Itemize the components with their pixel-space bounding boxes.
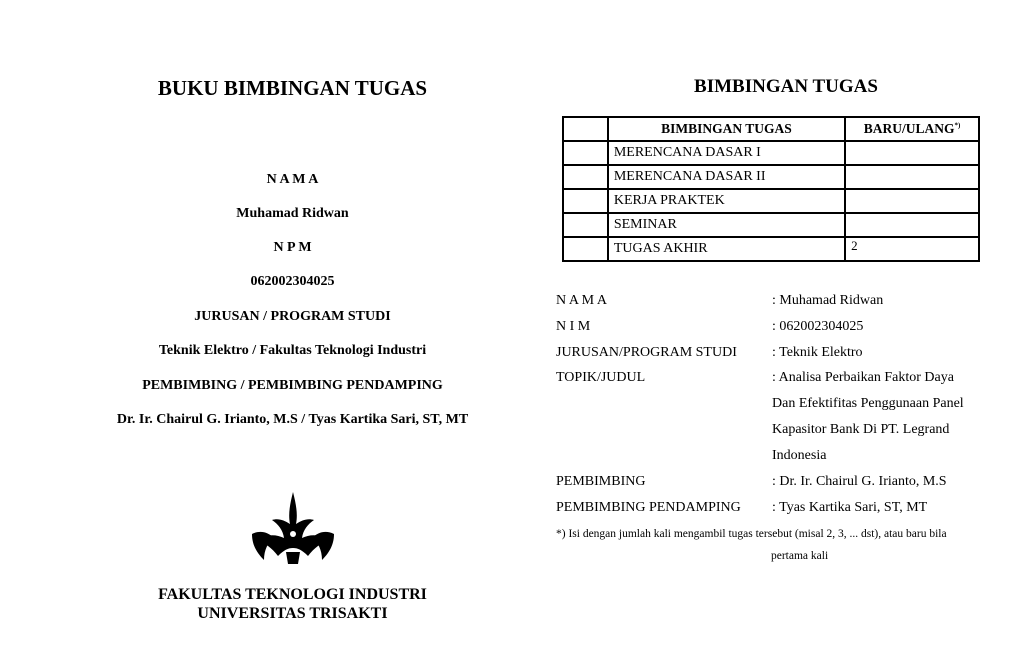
footnote xyxy=(556,523,996,567)
info-name-value: : Muhamad Ridwan xyxy=(772,293,884,308)
info-supervisor-label: PEMBIMBING xyxy=(556,474,646,489)
faculty-line-2: UNIVERSITAS TRISAKTI xyxy=(197,605,388,622)
count-cell xyxy=(845,213,979,237)
table-header-row xyxy=(563,117,979,141)
supervisor-label: PEMBIMBING / PEMBIMBING PENDAMPING xyxy=(142,378,443,393)
info-topic-line-2: Dan Efektifitas Penggunaan Panel xyxy=(772,396,964,411)
table-header-count: BARU/ULANG*) xyxy=(845,117,979,141)
supervisor-value: Dr. Ir. Chairul G. Irianto, M.S / Tyas Kartika Sari, ST, MT xyxy=(116,412,469,427)
faculty-name xyxy=(0,585,585,623)
info-cosupervisor-label: PEMBIMBING PENDAMPING xyxy=(556,500,741,515)
name-label: N A M A xyxy=(266,172,319,187)
table-row xyxy=(563,141,979,165)
table-row xyxy=(563,165,979,189)
task-cell: SEMINAR xyxy=(608,213,845,237)
university-logo-icon xyxy=(250,490,336,566)
info-cosupervisor-value: : Tyas Kartika Sari, ST, MT xyxy=(772,500,928,515)
info-topic-line-3: Kapasitor Bank Di PT. Legrand xyxy=(772,422,950,437)
count-cell: 2 xyxy=(845,237,979,261)
task-cell: MERENCANA DASAR II xyxy=(608,165,845,189)
student-name: Muhamad Ridwan xyxy=(236,206,349,221)
cover-title: BUKU BIMBINGAN TUGAS xyxy=(157,76,428,100)
department-value: Teknik Elektro / Fakultas Teknologi Industri xyxy=(158,343,427,358)
npm-value: 062002304025 xyxy=(250,274,335,289)
npm-label: N P M xyxy=(273,240,312,255)
footnote-line-2: pertama kali xyxy=(771,550,829,562)
count-cell xyxy=(845,141,979,165)
table-header-blank xyxy=(563,117,608,141)
info-dept-label: JURUSAN/PROGRAM STUDI xyxy=(556,345,737,360)
info-dept-value: : Teknik Elektro xyxy=(772,345,863,360)
guidance-table xyxy=(562,116,980,262)
info-supervisor-value: : Dr. Ir. Chairul G. Irianto, M.S xyxy=(772,474,947,489)
info-name-label: N A M A xyxy=(556,293,607,308)
table-header-task: BIMBINGAN TUGAS xyxy=(608,117,845,141)
task-cell: MERENCANA DASAR I xyxy=(608,141,845,165)
task-cell: TUGAS AKHIR xyxy=(608,237,845,261)
table-row xyxy=(563,213,979,237)
faculty-line-1: FAKULTAS TEKNOLOGI INDUSTRI xyxy=(158,586,427,603)
info-topic-line-4: Indonesia xyxy=(772,448,827,463)
department-label: JURUSAN / PROGRAM STUDI xyxy=(194,309,391,324)
task-cell: KERJA PRAKTEK xyxy=(608,189,845,213)
table-row xyxy=(563,189,979,213)
table-row xyxy=(563,237,979,261)
footnote-line-1: *) Isi dengan jumlah kali mengambil tugas tersebut (misal 2, 3, ... dst), atau baru bila xyxy=(556,528,947,540)
guidance-title: BIMBINGAN TUGAS xyxy=(694,76,878,97)
count-cell xyxy=(845,189,979,213)
info-nim-label: N I M xyxy=(556,319,591,334)
count-cell xyxy=(845,165,979,189)
info-topic-line-1: : Analisa Perbaikan Faktor Daya xyxy=(772,370,954,385)
info-topic-label: TOPIK/JUDUL xyxy=(556,370,646,385)
info-nim-value: : 062002304025 xyxy=(772,319,864,334)
